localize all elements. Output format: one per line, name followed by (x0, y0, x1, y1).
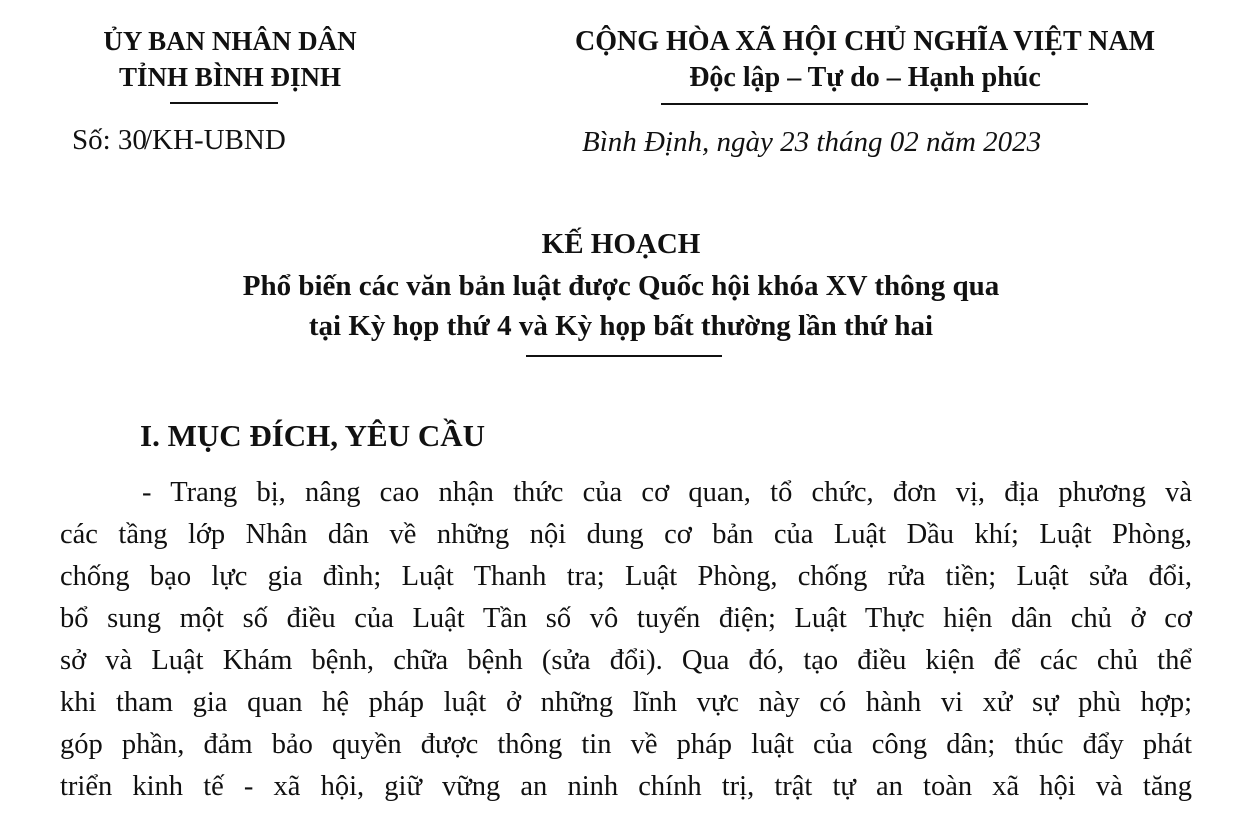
motto-divider (661, 103, 1088, 105)
document-number (72, 124, 286, 157)
document-number-code: /KH-UBND (144, 124, 286, 156)
document-subtitle-line1: Phổ biến các văn bản luật được Quốc hội khóa XV thông qua (242, 270, 1000, 302)
paragraph-line: sở và Luật Khám bệnh, chữa bệnh (sửa đổi). Qua đó, tạo điều kiện để các chủ thể (60, 645, 1192, 676)
paragraph-line: chống bạo lực gia đình; Luật Thanh tra; Luật Phòng, chống rửa tiền; Luật sửa đổi, (60, 561, 1192, 592)
document-subtitle-line2: tại Kỳ họp thứ 4 và Kỳ họp bất thường lần thứ hai (308, 310, 934, 342)
national-motto: CỘNG HÒA XÃ HỘI CHỦ NGHĨA VIỆT NAM (574, 26, 1156, 57)
paragraph-line: khi tham gia quan hệ pháp luật ở những lĩnh vực này có hành vi xử sự phù hợp; (60, 687, 1192, 718)
issuing-agency-line1: ỦY BAN NHÂN DÂN (103, 26, 357, 56)
issue-date: Bình Định, ngày 23 tháng 02 năm 2023 (582, 126, 1042, 158)
paragraph-line: góp phần, đảm bảo quyền được thông tin về pháp luật của công dân; thúc đẩy phát (60, 729, 1192, 760)
section-heading: I. MỤC ĐÍCH, YÊU CẦU (140, 418, 486, 453)
paragraph-line: - Trang bị, nâng cao nhận thức của cơ quan, tổ chức, đơn vị, địa phương và (142, 477, 1192, 508)
issuing-agency-line2: TỈNH BÌNH ĐỊNH (118, 62, 342, 92)
paragraph-line: các tầng lớp Nhân dân về những nội dung cơ bản của Luật Dầu khí; Luật Phòng, (60, 519, 1192, 550)
paragraph-line: bổ sung một số điều của Luật Tần số vô tuyến điện; Luật Thực hiện dân chủ ở cơ (60, 603, 1192, 634)
document-title: KẾ HOẠCH (541, 228, 701, 260)
document-number-label: Số: 30 (72, 124, 147, 156)
paragraph-line: triển kinh tế - xã hội, giữ vững an ninh chính trị, trật tự an toàn xã hội và tăng (60, 771, 1192, 802)
title-divider (526, 355, 722, 357)
national-subtitle: Độc lập – Tự do – Hạnh phúc (689, 62, 1041, 93)
agency-divider (170, 102, 278, 104)
